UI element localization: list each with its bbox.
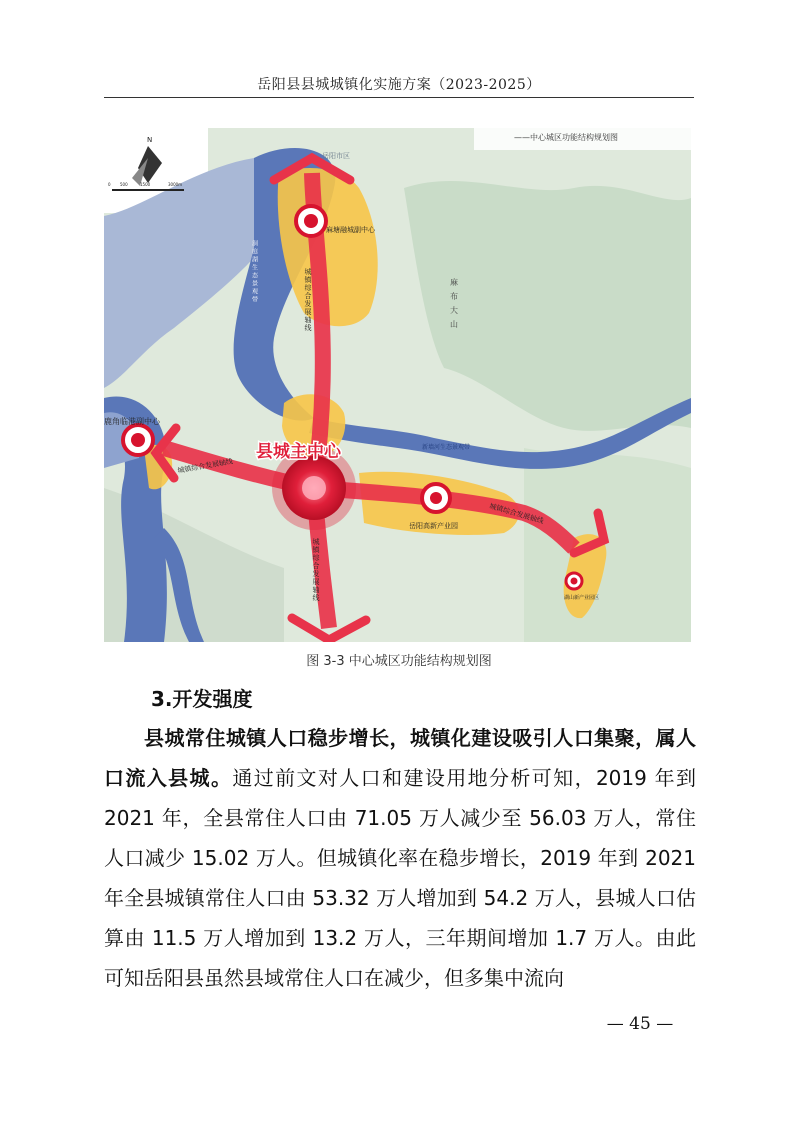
- sub-center-north-marker: [296, 206, 326, 236]
- figure-caption: 图 3-3 中心城区功能结构规划图: [306, 654, 492, 669]
- label-mountain: 麻布大山: [449, 278, 459, 334]
- label-city-top: 岳阳市区: [322, 152, 350, 160]
- compass-north: N: [147, 136, 153, 144]
- label-sub-center-north: 麻塘融城副中心: [326, 226, 375, 234]
- sub-center-west-marker: [123, 425, 153, 455]
- label-hightech-park: 岳阳高新产业园: [409, 522, 458, 530]
- label-axis-west: 城镇综合发展轴线: [176, 457, 234, 475]
- scale-tick-1: 500: [120, 182, 128, 187]
- page-number: — 45 —: [606, 1014, 674, 1034]
- industry-park-marker: [566, 573, 582, 589]
- structure-plan-map: [104, 128, 691, 642]
- label-river: 新墙河生态景观带: [422, 444, 471, 451]
- label-sub-center-west: 鹿角临港副中心: [104, 417, 160, 426]
- legend-title: ——中心城区功能结构规划图: [514, 133, 618, 142]
- label-industry-park: 湖山新产业园区: [564, 595, 600, 601]
- header-rule: [104, 97, 694, 98]
- label-axis-north: 城镇综合发展轴线: [304, 268, 312, 332]
- label-axis-south: 城镇综合发展轴线: [312, 538, 320, 602]
- terrain-hills-east: [524, 448, 691, 642]
- body-paragraph: [104, 718, 696, 998]
- paragraph-text: 通过前文对人口和建设用地分析可知，2019 年到 2021 年，全县常住人口由 71.05 万人减少至 56.03 万人，常住人口减少 15.02 万人。但城镇化率在稳步增长，2019 年到 2021 年全县城镇常住人口由 53.32 万人增加到 54.2 万人，县城人口估算由 11.5 万人增加到 13.2 万人，三年期间增加 1.7 万人。由此可知岳阳县虽然县域常住人口在减少，但多集中流向: [104, 766, 696, 990]
- label-city-main: 县城主中心: [256, 442, 341, 462]
- page-header: 岳阳县县城城镇化实施方案（2023-2025）: [257, 77, 541, 93]
- scale-tick-0: 0: [108, 182, 111, 187]
- paragraph-lead: 县城常住城镇人口稳步增长，城镇化建设吸引人口集聚，属人口流入县城。: [104, 726, 696, 790]
- hightech-park-marker: [422, 484, 450, 512]
- scale-tick-2: 1500: [140, 182, 151, 187]
- label-lake: 洞庭湖生态景观带: [250, 240, 258, 304]
- section-heading: 3.开发强度: [151, 687, 253, 711]
- scale-tick-3: 3000m: [168, 182, 183, 187]
- label-axis-east: 城镇综合发展轴线: [488, 502, 545, 526]
